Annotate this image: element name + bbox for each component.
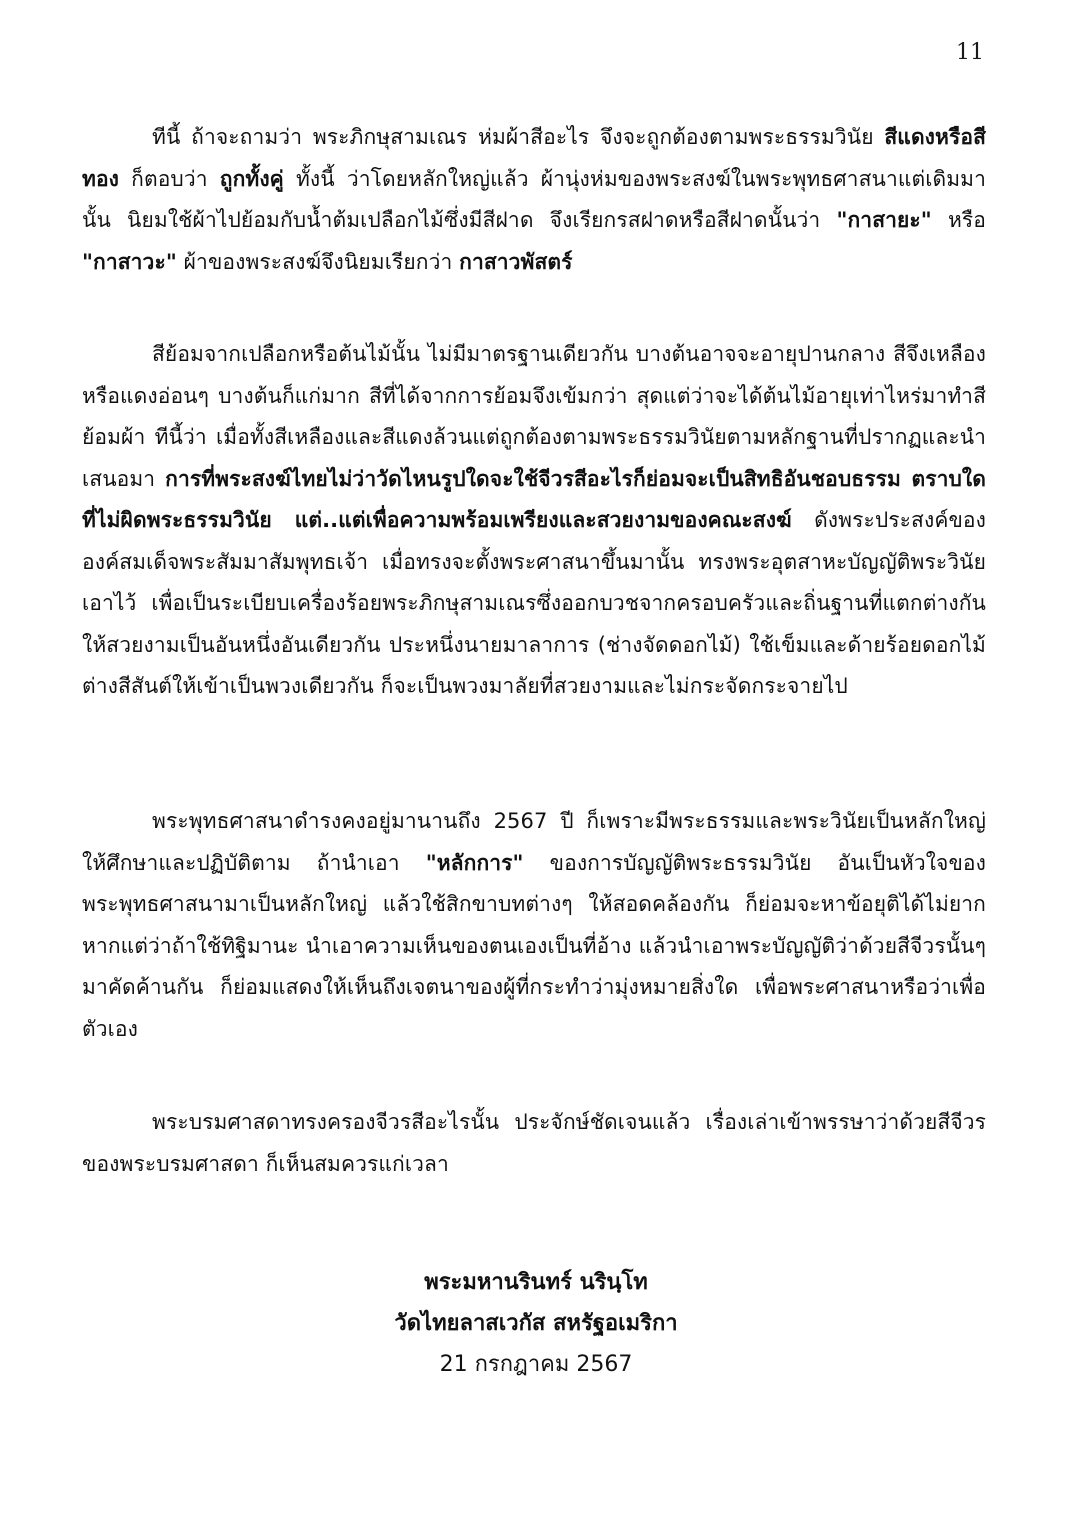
- body-text: ผ้าของพระสงฆ์จึงนิยมเรียกว่า: [176, 249, 460, 274]
- emphasized-text: การที่พระสงฆ์ไทยไม่ว่าวัดไหนรูปใดจะใช้จีวรสีอะไรก็ย่อมจะเป็นสิทธิอันชอบธรรม ตราบใดที่ไม่ผิดพระธรรมวินัย แต่..แต่เพื่อความพร้อมเพรียงและสวยงามของคณะสงฆ์: [82, 466, 986, 532]
- body-text: ทั้งนี้ ว่าโดยหลักใหญ่แล้ว ผ้านุ่งห่มของพระสงฆ์ในพระพุทธศาสนาแต่เดิมมานั้น นิยมใช้ผ้าไปย้อมกับน้ำต้มเปลือกไม้ซึ่งมีสีฝาด จึงเรียกรสฝาดหรือสีฝาดนั้นว่า: [82, 166, 987, 232]
- body-text: หรือ: [931, 208, 986, 232]
- emphasized-text: ถูกทั้งคู่: [219, 166, 284, 191]
- paragraph-robe-color-question: [82, 117, 986, 283]
- signature-temple: วัดไทยลาสเวกัส สหรัฐอเมริกา: [394, 1311, 678, 1336]
- body-text: ของการบัญญัติพระธรรมวินัย อันเป็นหัวใจของพระพุทธศาสนามาเป็นหลักใหญ่ แล้วใช้สิกขาบทต่างๆ ให้สอดคล้องกัน ก็ย่อมจะหาข้อยุติได้ไม่ยาก หากแต่ว่าถ้าใช้ทิฐิมานะ นำเอาความเห็นของตนเองเป็นที่อ้าง แล้วนำเอาพระบัญญัติว่าด้วยสีจีวรนั้นๆ มาคัดค้านกัน ก็ย่อมแสดงให้เห็นถึงเจตนาของผู้ที่กระทำว่ามุ่งหมายสิ่งใด เพื่อพระศาสนาหรือว่าเพื่อตัวเอง: [82, 850, 986, 1041]
- paragraph-dye-sources: [82, 334, 986, 708]
- emphasized-text: "กาสาวะ": [82, 249, 177, 274]
- body-text: ก็ตอบว่า: [119, 166, 220, 191]
- page-number: 11: [956, 40, 984, 65]
- body-text: สีย้อมจากเปลือกหรือต้นไม้นั้น ไม่มีมาตรฐานเดียวกัน บางต้นอาจจะอายุปานกลาง สีจึงเหลืองหรือแดงอ่อนๆ บางต้นก็แก่มาก สีที่ได้จากการย้อมจึงเข้มกว่า สุดแต่ว่าจะได้ต้นไม้อายุเท่าไหร่มาทำสีย้อมผ้า ทีนี้ว่า เมื่อทั้งสีเหลืองและสีแดงล้วนแต่ถูกต้องตามพระธรรมวินัยตามหลักฐานที่ปรากฏและนำเสนอมา: [82, 342, 986, 491]
- emphasized-text: กาสาวพัสตร์: [459, 249, 573, 274]
- signature-date: 21 กรกฎาคม 2567: [439, 1352, 633, 1377]
- body-text: พระพุทธศาสนาดำรงคงอยู่มานานถึง 2567 ปี ก็เพราะมีพระธรรมและพระวินัยเป็นหลักใหญ่ให้ศึกษาและปฏิบัติตาม ถ้านำเอา: [82, 809, 986, 875]
- body-text: ทีนี้ ถ้าจะถามว่า พระภิกษุสามเณร ห่มผ้าสีอะไร จึงจะถูกต้องตามพระธรรมวินัย: [152, 125, 885, 149]
- paragraph-conclusion: [82, 1102, 986, 1185]
- emphasized-text: สีแดงหรือสีทอง: [82, 125, 986, 191]
- emphasized-text: "หลักการ": [425, 850, 524, 875]
- emphasized-text: "กาสายะ": [836, 208, 932, 232]
- body-text: พระบรมศาสดาทรงครองจีวรสีอะไรนั้น ประจักษ์ชัดเจนแล้ว เรื่องเล่าเข้าพรรษาว่าด้วยสีจีวรของพระบรมศาสดา ก็เห็นสมควรแก่เวลา: [82, 1110, 986, 1176]
- signature-name: พระมหานรินทร์ นรินฺโท: [424, 1270, 648, 1295]
- body-text: ดังพระประสงค์ขององค์สมเด็จพระสัมมาสัมพุทธเจ้า เมื่อทรงจะตั้งพระศาสนาขึ้นมานั้น ทรงพระอุตสาหะบัญญัติพระวินัยเอาไว้ เพื่อเป็นระเบียบเครื่องร้อยพระภิกษุสามเณรซึ่งออกบวชจากครอบครัวและถิ่นฐานที่แตกต่างกัน ให้สวยงามเป็นอันหนึ่งอันเดียวกัน ประหนึ่งนายมาลาการ (ช่างจัดดอกไม้) ใช้เข็มและด้ายร้อยดอกไม้ต่างสีสันต์ให้เข้าเป็นพวงเดียวกัน ก็จะเป็นพวงมาลัยที่สวยงามและไม่กระจัดกระจายไป: [82, 508, 986, 698]
- paragraph-dhamma-vinaya-principle: [82, 801, 986, 1050]
